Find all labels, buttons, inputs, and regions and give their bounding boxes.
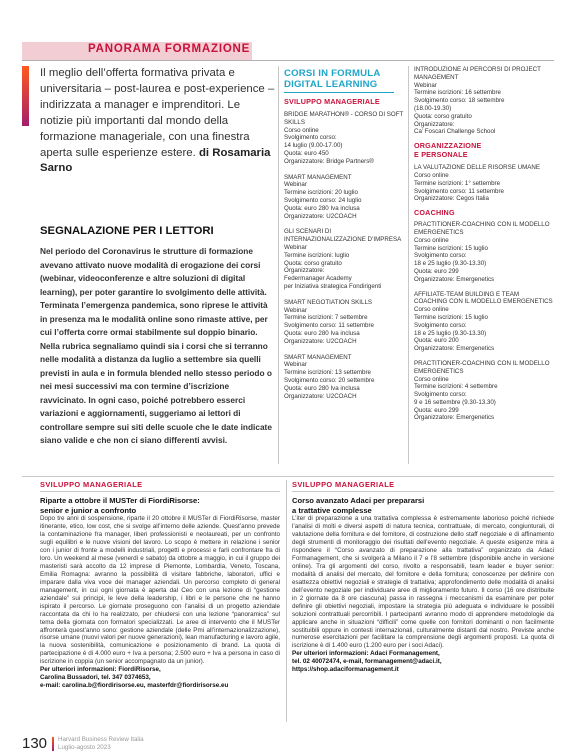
- course-name: BRIDGE MARATHON® - CORSO DI SOFT SKILLS: [284, 111, 404, 126]
- course-detail: Termine iscrizioni: 13 settembre: [284, 369, 371, 377]
- article-left: [40, 480, 280, 690]
- course-detail: Termine iscrizioni: 20 luglio: [284, 189, 358, 197]
- course-detail: Corso online: [414, 306, 449, 314]
- course-detail: Svolgimento corso:: [414, 252, 467, 260]
- course-item: [414, 291, 554, 353]
- courses-heading-line-2: DIGITAL LEARNING: [284, 79, 378, 90]
- courses-heading: [284, 68, 404, 90]
- course-detail: Quota: euro 280 Iva inclusa: [284, 204, 360, 212]
- course-detail: Termine iscrizioni: 15 luglio: [414, 313, 488, 321]
- course-item: [284, 111, 404, 166]
- course-detail: Svolgimento corso: 11 settembre: [414, 187, 504, 195]
- course-detail: Termine iscrizioni: 7 settembre: [284, 314, 368, 322]
- course-detail: Quota: corso gratuito: [284, 259, 342, 267]
- article-section: SVILUPPO MANAGERIALE: [40, 480, 143, 489]
- course-detail: Svolgimento corso: 20 settembre: [284, 376, 375, 384]
- courses-column-1: [284, 68, 404, 408]
- accent-bar: [22, 66, 29, 126]
- course-detail: Organizzatore: Emergenetics: [414, 275, 495, 283]
- course-detail: Organizzatore: U2COACH: [284, 337, 357, 345]
- article-title-line-2: a trattative complesse: [292, 505, 372, 515]
- course-detail: Quota: euro 299: [414, 267, 459, 275]
- courses-heading-line-1: CORSI IN FORMULA: [284, 68, 381, 79]
- section-heading: [414, 141, 554, 159]
- contact-label: Per ulteriori informazioni: Adaci Formanagement,: [292, 650, 440, 658]
- course-detail: Webinar: [284, 361, 307, 369]
- contact-link: https://shop.adaciformanagement.it: [292, 666, 399, 674]
- course-detail: Quota: euro 280 Iva inclusa: [284, 384, 360, 392]
- course-name: PRACTITIONER-COACHING CON IL MODELLO EMERGENETICS: [414, 359, 550, 375]
- course-detail: Corso online: [414, 236, 449, 244]
- course-detail: Svolgimento corso:: [414, 321, 467, 329]
- course-detail: Quota: euro 299: [414, 406, 459, 414]
- column-divider: [408, 66, 409, 464]
- course-name: PRACTITIONER-COACHING CON IL MODELLO EMERGENETICS: [414, 221, 550, 236]
- footer-accent: [52, 737, 54, 751]
- course-list: [414, 164, 554, 203]
- section-heading-line-2: E PERSONALE: [414, 150, 468, 160]
- course-detail: Organizzatore: Emergenetics: [414, 345, 495, 353]
- course-detail: Ca’ Foscari Challenge School: [414, 128, 496, 136]
- course-detail: Organizzatore:: [414, 120, 455, 128]
- course-detail: Quota: euro 200: [414, 337, 459, 345]
- course-detail: Organizzatore: Emergenetics: [414, 414, 495, 422]
- section-heading-line-1: ORGANIZZAZIONE: [414, 141, 482, 151]
- course-item: [284, 174, 404, 221]
- course-name: AFFILIATE-TEAM BUILDING E TEAM COACHING CON IL MODELLO EMERGENETICS: [414, 290, 553, 306]
- course-detail: Svolgimento corso:: [414, 391, 467, 399]
- course-detail: Svolgimento corso: 11 settembre: [284, 322, 374, 330]
- course-detail: 18 e 25 luglio (9.30-13.30): [414, 329, 487, 337]
- intro-block: [40, 66, 275, 177]
- course-name: GLI SCENARI DI INTERNAZIONALIZZAZIONE D’IMPRESA: [284, 228, 402, 244]
- contact-line: tel. 02 40072474, e-mail, formanagement@adaci.it,: [292, 658, 442, 666]
- course-detail: Corso online: [414, 171, 449, 179]
- course-item: [414, 66, 554, 136]
- course-detail: Organizzatore: U2COACH: [284, 212, 357, 220]
- course-detail: Termine iscrizioni: 16 settembre: [414, 89, 501, 97]
- course-list: [414, 66, 554, 136]
- course-name: SMART MANAGEMENT: [284, 353, 352, 361]
- course-detail: Organizzatore: Cegos Italia: [414, 195, 489, 203]
- course-list: [414, 221, 554, 422]
- article-rule: [40, 491, 280, 492]
- section-heading: COACHING: [414, 208, 455, 218]
- course-detail: Organizzatore:: [284, 267, 325, 275]
- course-detail: Svolgimento corso: 24 luglio: [284, 196, 362, 204]
- courses-column-2: [414, 66, 554, 429]
- section-heading: SVILUPPO MANAGERIALE: [284, 97, 380, 106]
- article-section: SVILUPPO MANAGERIALE: [292, 480, 395, 489]
- article-text: Dopo tre anni di sospensione, riparte il 20 ottobre il MUSTer di FiordiRisorse, master itinerante, etico, low cost, che si svolge all’interno delle aziende. Quest’anno prevede la contaminazione fra manager, liberi professionisti e neolaureati, per un confronto sugli equilibri e le nuove visioni del lavoro. Lo scopo è mettere in relazione i senior con i junior di fronte a modelli industriali, progetti e processi e farli confrontare fra di loro. Un weekend al mese (venerdì e sabato) da ottobre a maggio, in cui il gruppo dei masteristi sarà accolto da 12 imprese di Piemonte, Lombardia, Veneto, Toscana, Emilia Romagna: avranno la possibilità di visitare fabbriche, laboratori, uffici e imparare dalla viva voce dei manager aziendali. Un percorso completo di general management, in cui ogni giornata è aperta dal Ceo con una lezione di “gestione aziendale” sui principi, le leve della leadership, i libri e le persone che ne hanno ispirato il percorso. Le giornate proseguono con l’analisi di un progetto aziendale raccontata da chi lo ha realizzato, per chiudersi con una lezione “panoramica” sul tema della giornata con formatori specializzati. Le aree di intervento che il MUSTer affronterà quest’anno sono: gestione aziendale (delle Pmi all’internazionalizzazione), risorse umane (nuovi valori per nuove generazioni), lean manufacturing e lavoro agile, la nuova sostenibilità, comunicazione e posizionamento di brand. La quota di partecipazione è di 4.000 euro + Iva a persona; 2.500 euro + Iva a persona in caso di iscrizione in coppia (un senior accompagnato da un junior).: [40, 515, 280, 666]
- magazine-name: Harvard Business Review Italia: [58, 736, 144, 743]
- course-list: [284, 111, 404, 400]
- course-detail: Quota: euro 450: [284, 149, 329, 157]
- course-item: [284, 228, 404, 290]
- course-detail: (18.00-19.30): [414, 104, 452, 112]
- course-item: [414, 164, 554, 203]
- notice-title: SEGNALAZIONE PER I LETTORI: [40, 225, 214, 237]
- course-detail: Corso online: [414, 375, 449, 383]
- article-rule: [292, 491, 554, 492]
- course-detail: Webinar: [284, 181, 307, 189]
- course-detail: Svolgimento corso:: [284, 134, 337, 142]
- section-title: PANORAMA FORMAZIONE: [88, 43, 251, 55]
- article-title-line-1: Corso avanzato Adaci per prepararsi: [292, 496, 425, 505]
- course-name: SMART NEGOTIATION SKILLS: [284, 298, 373, 306]
- article-title: [292, 496, 554, 515]
- course-item: [284, 299, 404, 346]
- article-right: [292, 480, 554, 674]
- article-title-line-1: Riparte a ottobre il MUSTer di FiordiRisorse:: [40, 496, 200, 505]
- byline: di Rosamaria Sarno: [40, 146, 271, 175]
- course-detail: Webinar: [284, 306, 307, 314]
- article-body: [292, 515, 554, 674]
- course-detail: Termine iscrizioni: 15 luglio: [414, 244, 488, 252]
- course-detail: 14 luglio (9.00-17.00): [284, 142, 343, 150]
- heading-rule: [284, 92, 394, 93]
- page-number: 130: [22, 735, 48, 752]
- course-detail: Webinar: [284, 243, 307, 251]
- course-detail: Termine iscrizioni: 1° settembre: [414, 179, 501, 187]
- course-detail: Quota: euro 280 Iva inclusa: [284, 329, 360, 337]
- course-item: [414, 360, 554, 422]
- course-detail: Organizzatore: Bridge Partners®: [284, 157, 374, 165]
- course-name: INTRODUZIONE AI PERCORSI DI PROJECT MANAGEMENT: [414, 66, 541, 81]
- course-name: LA VALUTAZIONE DELLE RISORSE UMANE: [414, 164, 540, 172]
- section-rule: [22, 476, 554, 477]
- notice-body: Nel periodo del Coronavirus le strutture di formazione avevano attivato nuove modalità di erogazione dei corsi (webinar, videoconferenze e altre soluzioni di digital learning), per poter garantire lo svolgimento delle attività. Terminata l’emergenza pandemica, sono riprese le attività in presenza ma le modalità online sono rimaste attive, per cui l’offerta corre ormai stabilmente sul doppio binario. Nella rubrica segnaliamo quindi sia i corsi che si terranno nelle modalità a distanza da luglio a settembre sia quelli previsti in aula e in formula blended nello stesso periodo o nei mesi successivi ma con termine d’iscrizione ravvicinato. In ogni caso, poiché potrebbero esserci variazioni e aggiornamenti, suggeriamo ai lettori di controllare sempre sui siti delle scuole che le date indicate siano valide e che non ci siano differenti avvisi.: [40, 246, 272, 445]
- contact-line: Carolina Bussadori, tel. 347 0374653,: [40, 674, 151, 682]
- article-title: [40, 496, 280, 515]
- article-title-line-2: senior e junior a confronto: [40, 505, 137, 515]
- course-detail: Corso online: [284, 126, 319, 134]
- issue-date: Luglio-agosto 2023: [58, 744, 111, 751]
- course-detail: Federmanager Academy: [284, 275, 352, 283]
- course-detail: per Iniziativa strategica Fondirigenti: [284, 282, 382, 290]
- course-detail: Svolgimento corso: 18 settembre: [414, 97, 505, 105]
- intro-text: Il meglio dell’offerta formativa privata e universitaria – post-laurea e post-experience – indirizzata a manager e imprenditori. Le notizie più importanti dal mondo della formazione manageriale, con una finestra aperta sulle esperienze estere.: [40, 67, 275, 159]
- article-text: L’iter di preparazione a una trattativa complessa è estremamente laborioso poiché richiede l’analisi di molti e diversi aspetti di natura tecnica, contrattuale, di mercato, congiunturali, di valutazione della fornitura e del fornitore, di costruzione dello staff negoziale e di affinamento degli strumenti di monitoraggio dei risultati dell’evento negoziale. A queste esigenze mira a rispondere il “Corso avanzato di preparazione alla trattativa” organizzato da Adaci Formanagement, che si svolgerà a Milano il 7 e l’8 settembre (disponibile anche in versione online). Tra gli argomenti del corso, rivolto a responsabili, team leader e buyer senior: modalità di analisi del mercato, del fornitore e della fornitura; conoscenze per definire con esattezza obiettivi negoziali e strategie di trattativa; approfondimento delle modalità di analisi dell’evento negoziale per individuare aree di miglioramento futuro. Il corso (16 ore distribuite in 2 giornate da 8 ore ciascuna) passa in rassegna i meccanismi da esaminare per poter definire gli obiettivi negoziali, impostare la strategia più adeguata e individuare le possibili soluzioni contrattuali percorribili. I partecipanti avranno modo di apprendere metodologie da applicare anche in situazioni “difficili” come quelle con fornitori dominanti o non facilmente sostituibili oppure in contesti internazionali, culturalmente distanti dal nostro. Previste anche numerose esercitazioni per facilitare la comprensione degli argomenti proposti. La quota di iscrizione è di 1.400 euro (1.200 euro per i soci Adaci).: [292, 515, 554, 650]
- course-item: [414, 221, 554, 283]
- course-detail: Termine iscrizioni: 4 settembre: [414, 383, 498, 391]
- article-body: [40, 515, 280, 690]
- course-detail: 18 e 25 luglio (9.30-13.30): [414, 260, 487, 268]
- course-name: SMART MANAGEMENT: [284, 173, 352, 181]
- column-divider: [278, 66, 279, 464]
- course-detail: Organizzatore: U2COACH: [284, 392, 357, 400]
- course-detail: Webinar: [414, 81, 437, 89]
- header-rule: [22, 60, 554, 61]
- contact-email: e-mail: carolina.b@fiordirisorse.eu, masterfdr@fiordirisorse.eu: [40, 682, 229, 690]
- course-detail: Quota: corso gratuito: [414, 112, 472, 120]
- course-detail: Termine iscrizioni: luglio: [284, 251, 350, 259]
- course-item: [284, 354, 404, 401]
- course-detail: 9 e 16 settembre (9.30-13.30): [414, 398, 496, 406]
- contact-label: Per ulteriori informazioni: FiordiRisorse,: [40, 666, 161, 674]
- column-divider: [286, 480, 287, 722]
